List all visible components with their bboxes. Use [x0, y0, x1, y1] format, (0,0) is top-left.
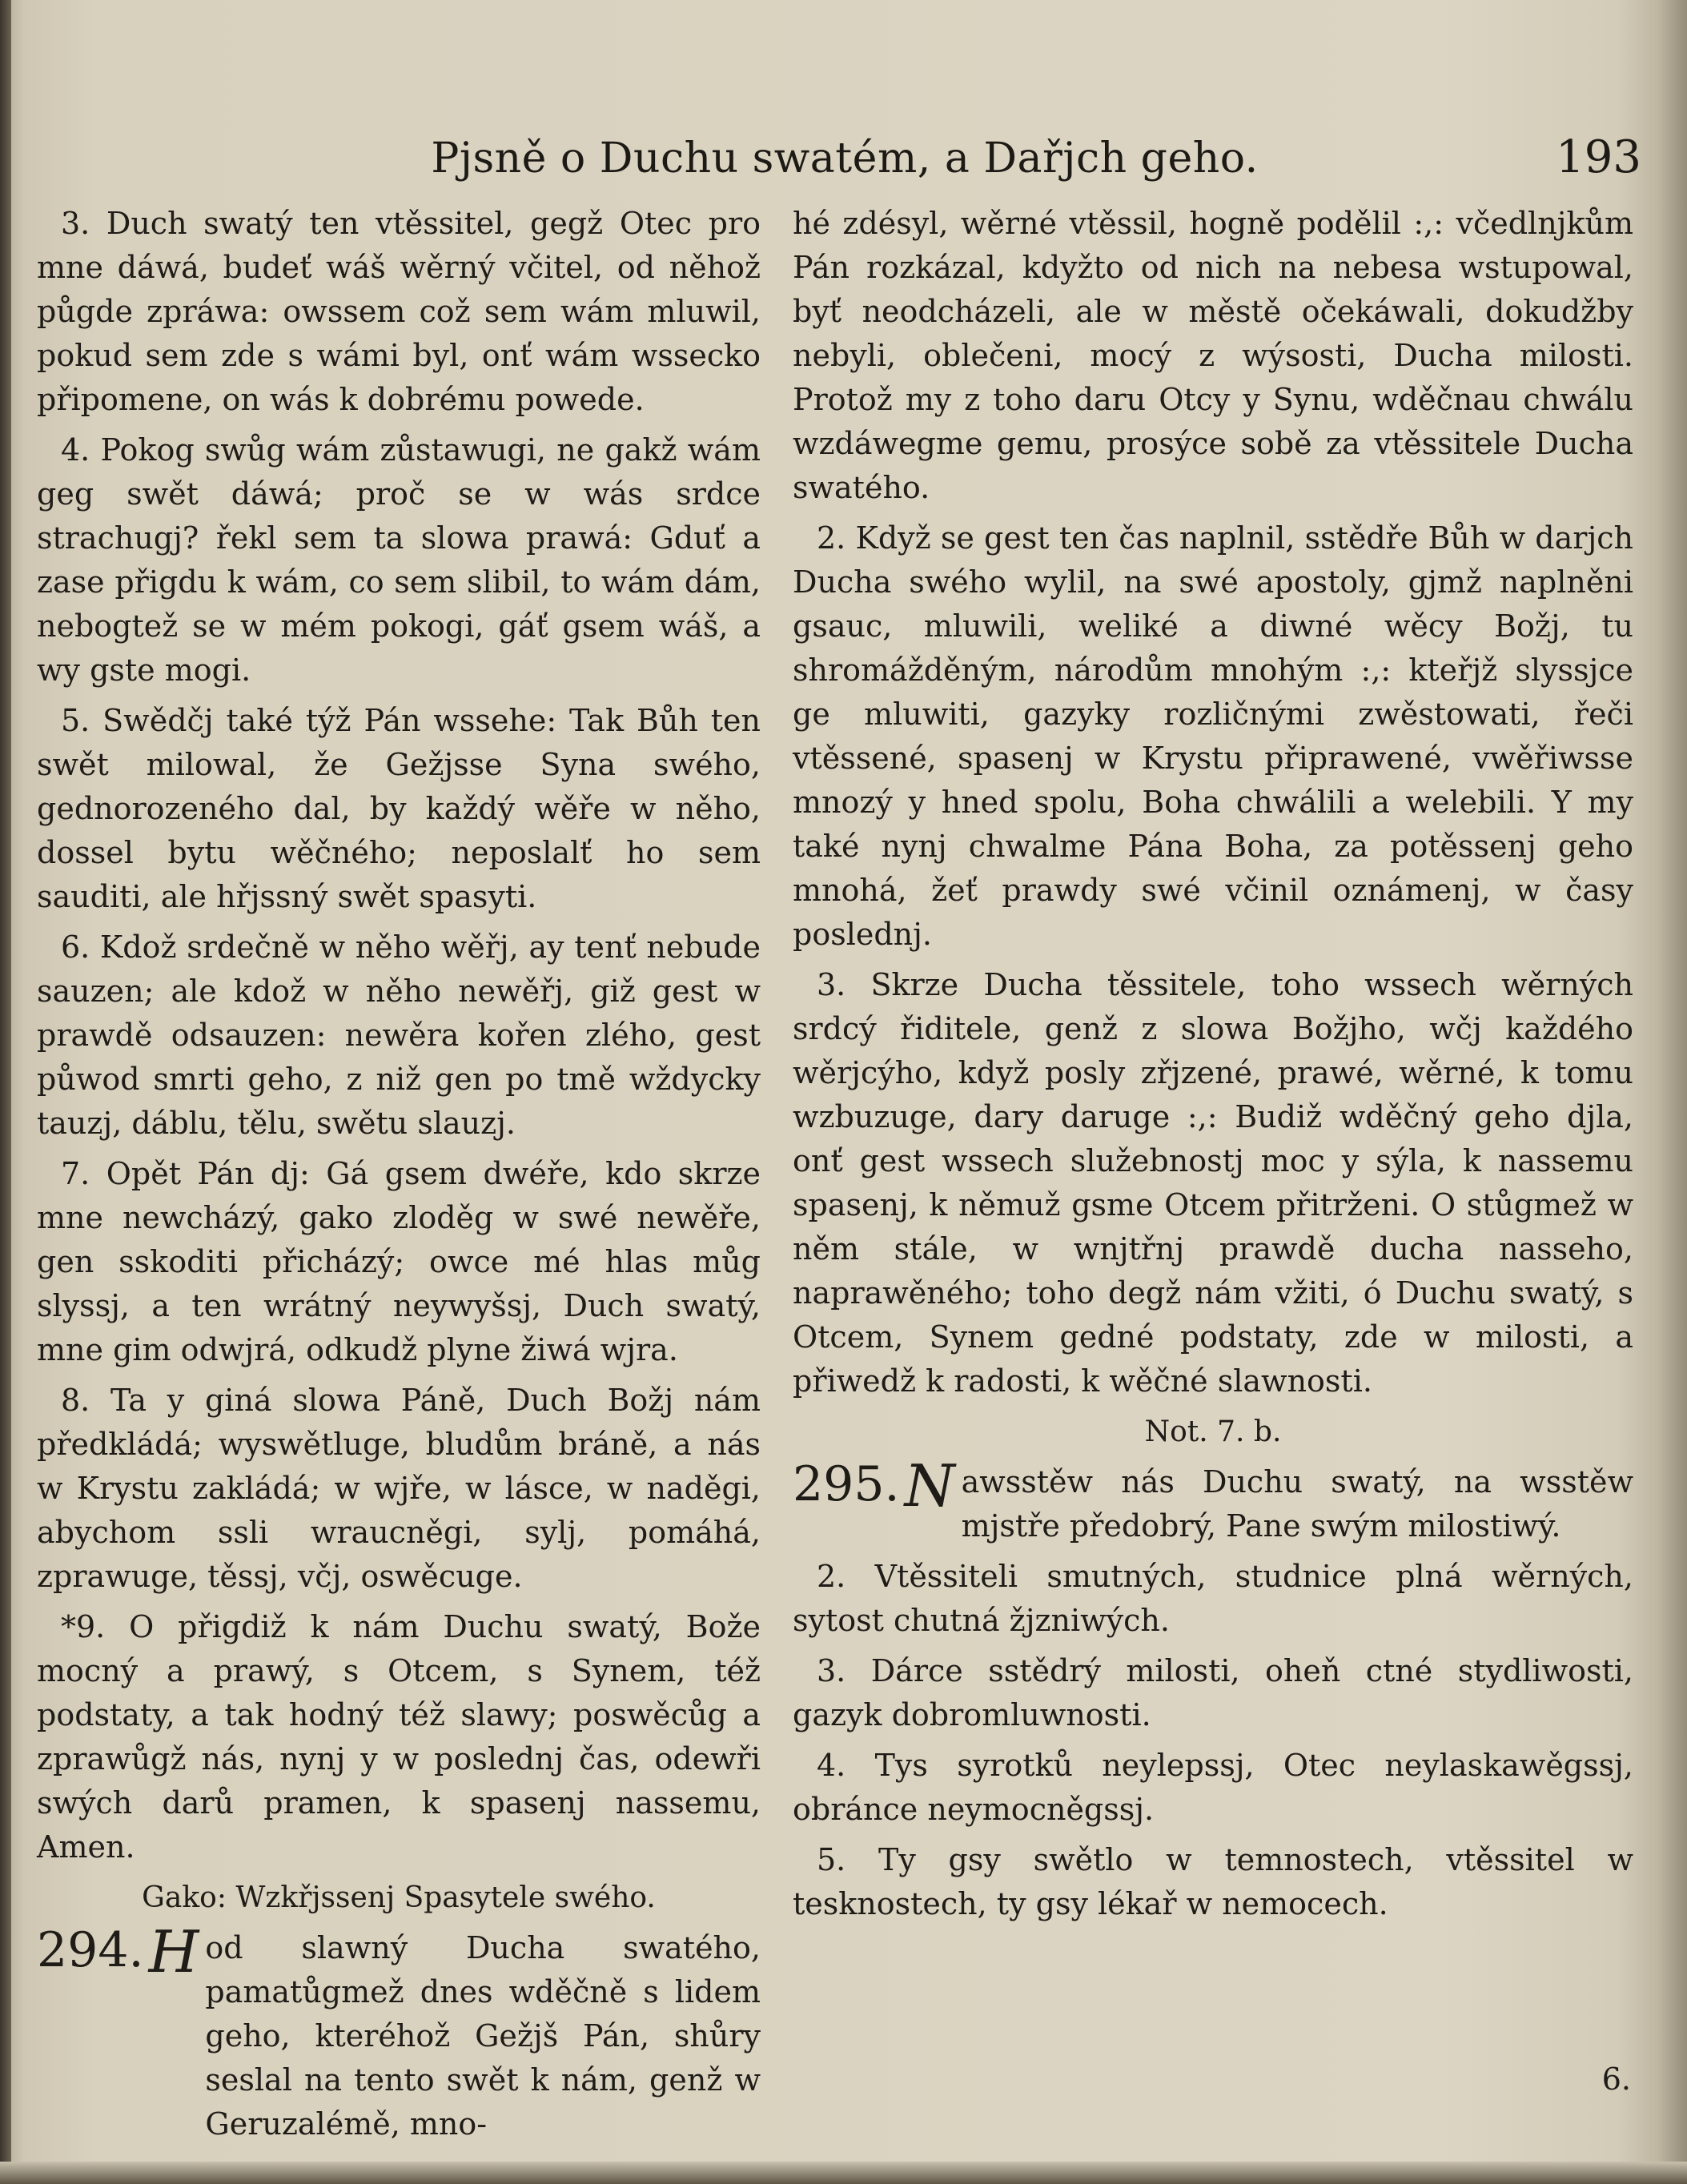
hymn-number: 294. [37, 1922, 144, 1978]
verse-text: 2. Vtěssiteli smutných, studnice plná wěrných, sytost chutná žjzniwých. [793, 1559, 1633, 1638]
verse-text: 2. Když se gest ten čas naplnil, sstědře Bůh w darjch Ducha swého wylil, na swé apostoly, gjmž naplněni gsauc, mluwili, weliké a diwné wěcy Božj, tu shromážděným, národům mnohým :,: kteřjž slyssjce ge mluwiti, gazyky rozličnými zwěstowati, řeči vtěssené, spasenj w Krystu připrawené, vwěřiwsse mnozý y hned spolu, Boha chwálili a welebili. Y my také nynj chwalme Pána Boha, za potěssenj geho mnohá, žeť prawdy swé včinil oznámenj, w časy poslednj. [793, 520, 1633, 952]
drop-initial: H [148, 1918, 199, 1985]
tune-label: Gako: Wzkřjssenj Spasytele swého. [142, 1881, 656, 1914]
page-bottom-shadow [0, 2162, 1687, 2184]
hymn-text: od slawný Ducha swatého, pamatůgmež dnes wděčně s lidem geho, kteréhož Gežjš Pán, shůry seslal na tento swět k nám, genž w Geruzalémě, mno- [205, 1930, 761, 2142]
verse-text: 4. Tys syrotků neylepssj, Otec neylaskawěgssj, obránce neymocněgssj. [793, 1748, 1633, 1827]
running-title: Pjsně o Duchu swatém, a Dařjch geho. [431, 134, 1259, 183]
tune-label: Not. 7. b. [1144, 1415, 1282, 1448]
drop-initial: N [904, 1452, 955, 1520]
left-column [37, 202, 761, 2153]
verse-text: 5. Swědčj také týž Pán wssehe: Tak Bůh ten swět milowal, že Gežjsse Syna swého, gednorozeného dal, by každý wěře w něho, dossel bytu wěčného; neposlalť ho sem sauditi, ale hřjssný swět spasyti. [37, 703, 761, 914]
hymn-295 [793, 1452, 1633, 1548]
hymn-294 [37, 1918, 761, 2146]
catchword: 6. [1601, 2062, 1631, 2097]
hymn-text: awsstěw nás Duchu swatý, na wsstěw mjstře předobrý, Pane swým milostiwý. [961, 1464, 1633, 1544]
verse-text: 4. Pokog swůg wám zůstawugi, ne gakž wám geg swět dáwá; proč se w wás srdce strachugj? řekl sem ta slowa prawá: Gduť a zase přigdu k wám, co sem slibil, to wám dám, nebogtež se w mém pokogi, gáť gsem wáš, a wy gste mogi. [37, 432, 761, 688]
verse-text: 5. Ty gsy swětlo w temnostech, vtěssitel w tesknostech, ty gsy lékař w nemocech. [793, 1842, 1633, 1921]
right-column [793, 202, 1633, 1933]
verse-text: 3. Skrze Ducha těssitele, toho wssech wěrných srdcý řiditele, genž z slowa Božjho, wčj každého wěrjcýho, když posly zřjzené, prawé, wěrné, k tomu wzbuzuge, dary daruge :,: Budiž wděčný geho djla, onť gest wssech služebnostj moc y sýla, k nassemu spasenj, k němuž gsme Otcem přitrženi. O stůgmež w něm stále, w wnjtřnj prawdě ducha nasseho, naprawěného; toho degž nám vžiti, ó Duchu swatý, s Otcem, Synem gedné podstaty, zde w milosti, a přiwedž k radosti, k wěčné slawnosti. [793, 967, 1633, 1399]
verse-text: 8. Ta y giná slowa Páně, Duch Božj nám předkládá; wyswětluge, bludům bráně, a nás w Krystu zakládá; w wjře, w lásce, w naděgi, abychom ssli wraucněgi, sylj, pomáhá, zprawuge, těssj, včj, oswěcuge. [37, 1383, 761, 1594]
page-gutter-shadow [0, 0, 11, 2184]
verse-text: 3. Duch swatý ten vtěssitel, gegž Otec pro mne dáwá, budeť wáš wěrný včitel, od něhož půgde zpráwa: owssem což sem wám mluwil, pokud sem zde s wámi byl, onť wám wssecko připomene, on wás k dobrému powede. [37, 206, 761, 417]
verse-text: 7. Opět Pán dj: Gá gsem dwéře, kdo skrze mne newcházý, gako zloděg w swé newěře, gen sskoditi přicházý; owce mé hlas můg slyssj, a ten wrátný neywyšsj, Duch swatý, mne gim odwjrá, odkudž plyne žiwá wjra. [37, 1156, 761, 1367]
hymn-number: 295. [793, 1456, 900, 1512]
verse-text: 3. Dárce sstědrý milosti, oheň ctné stydliwosti, gazyk dobromluwnosti. [793, 1653, 1633, 1732]
verse-text: *9. O přigdiž k nám Duchu swatý, Bože mocný a prawý, s Otcem, s Synem, též podstaty, a tak hodný též slawy; poswěcůg a zprawůgž nás, nynj y w poslednj čas, odewři swých darů pramen, k spasenj nassemu, Amen. [37, 1609, 761, 1865]
verse-text: 6. Kdož srdečně w něho wěřj, ay tenť nebude sauzen; ale kdož w něho newěřj, giž gest w prawdě odsauzen: newěra kořen zlého, gest půwod smrti geho, z niž gen po tmě wždycky tauzj, dáblu, tělu, swětu slauzj. [37, 929, 761, 1141]
page-header [32, 120, 1657, 184]
page-number: 193 [1556, 131, 1641, 183]
verse-text: hé zdésyl, wěrné vtěssil, hogně podělil :,: včedlnjkům Pán rozkázal, kdyžto od nich na nebesa wstupowal, byť neodcházeli, ale w městě očekáwali, dokudžby nebyli, oblečeni, mocý z wýsosti, Ducha milosti. Protož my z toho daru Otcy y Synu, wděčnau chwálu wzdáwegme gemu, prosýce sobě za vtěssitele Ducha swatého. [793, 206, 1633, 505]
